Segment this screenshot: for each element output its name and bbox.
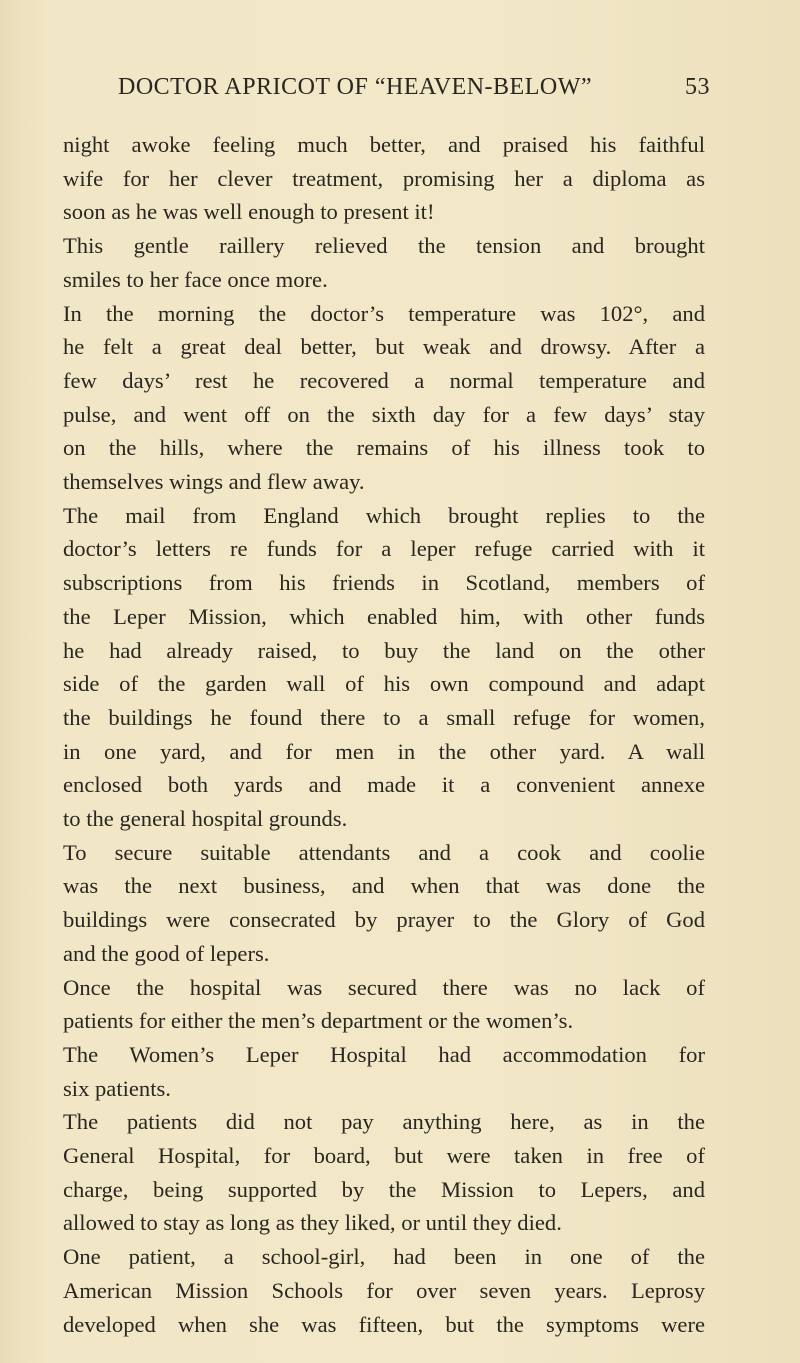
text-line: he had already raised, to buy the land on the other <box>63 637 705 663</box>
text-line: The Women’s Leper Hospital had accommodation for <box>63 1041 705 1067</box>
text-line: charge, being supported by the Mission to Lepers, and <box>63 1176 705 1202</box>
text-line: One patient, a school-girl, had been in one of the <box>63 1244 705 1270</box>
text-line: themselves wings and flew away. <box>63 469 365 494</box>
text-line: was the next business, and when that was done the <box>63 873 705 899</box>
text-line: night awoke feeling much better, and praised his faithful <box>63 132 705 157</box>
text-line: subscriptions from his friends in Scotland, members of <box>63 570 705 596</box>
text-line: To secure suitable attendants and a cook and coolie <box>63 839 705 865</box>
text-line: Once the hospital was secured there was no lack of <box>63 974 705 1000</box>
text-line: the Leper Mission, which enabled him, with other funds <box>63 603 705 629</box>
text-line: General Hospital, for board, but were taken in free of <box>63 1143 705 1168</box>
text-line: buildings were consecrated by prayer to the Glory of God <box>63 907 705 933</box>
text-line: he felt a great deal better, but weak and drowsy. After a <box>63 334 705 360</box>
text-line: This gentle raillery relieved the tension and brought <box>63 233 705 259</box>
text-line: American Mission Schools for over seven years. Leprosy <box>63 1277 705 1303</box>
text-line: smiles to her face once more. <box>63 266 328 292</box>
text-line: The patients did not pay anything here, as in the <box>63 1109 705 1135</box>
text-line: the buildings he found there to a small refuge for women, <box>63 704 705 730</box>
text-line: patients for either the men’s department or the women’s. <box>63 1008 574 1034</box>
text-line: soon as he was well enough to present it! <box>63 199 435 225</box>
text-line: six patients. <box>63 1075 171 1101</box>
text-line: to the general hospital grounds. <box>63 806 348 831</box>
text-line: side of the garden wall of his own compound and adapt <box>63 671 705 697</box>
text-line: and the good of lepers. <box>63 940 270 966</box>
text-line: allowed to stay as long as they liked, or until they died. <box>63 1210 562 1236</box>
running-title: DOCTOR APRICOT OF “HEAVEN-BELOW” <box>118 74 593 100</box>
text-line: In the morning the doctor’s temperature was 102°, and <box>63 300 705 326</box>
text-line: on the hills, where the remains of his illness took to <box>63 435 705 461</box>
text-line: The mail from England which brought replies to the <box>63 502 705 528</box>
text-line: wife for her clever treatment, promising her a diploma as <box>63 165 705 191</box>
text-line: in one yard, and for men in the other yard. A wall <box>63 738 705 764</box>
text-line: enclosed both yards and made it a convenient annexe <box>63 772 705 798</box>
page-number: 53 <box>685 74 710 100</box>
text-line: pulse, and went off on the sixth day for a few days’ stay <box>63 401 705 427</box>
text-line: developed when she was fifteen, but the symptoms were <box>63 1311 705 1337</box>
text-line: few days’ rest he recovered a normal temperature and <box>63 367 705 393</box>
text-line: doctor’s letters re funds for a leper refuge carried with it <box>63 536 705 562</box>
running-head <box>118 74 710 114</box>
